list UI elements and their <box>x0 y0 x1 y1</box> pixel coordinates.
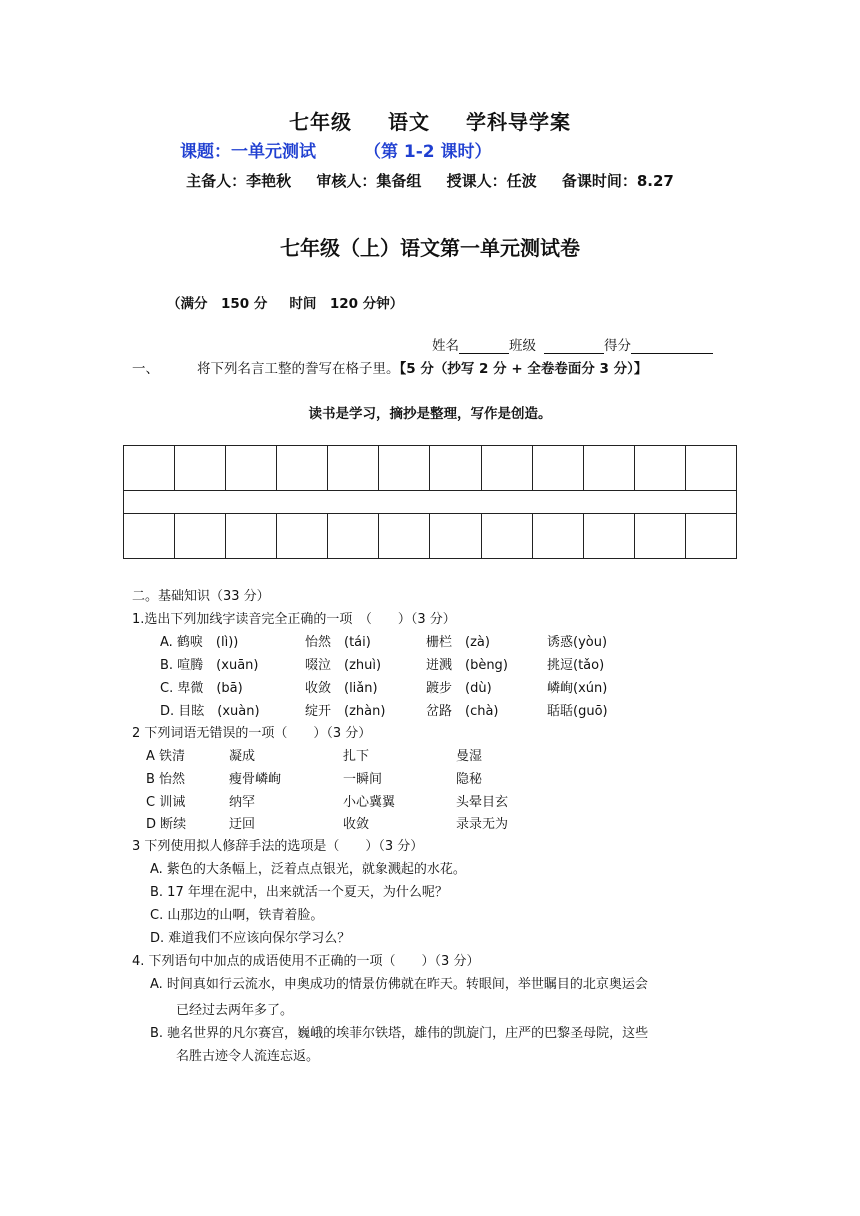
q1-d-1: D. 目眩 (xuàn) <box>160 704 260 719</box>
name-label: 姓名 <box>432 338 459 354</box>
q1-a-2: 怡然 (tái) <box>305 635 371 650</box>
class-blank[interactable] <box>544 339 604 354</box>
q2-c-1: C 训诫 <box>146 795 186 810</box>
q1-b-3: 迸溅 (bèng) <box>426 658 508 673</box>
staff-line <box>0 170 860 191</box>
q1-d-2: 绽开 (zhàn) <box>305 704 386 719</box>
q2-d-2: 迂回 <box>229 817 256 832</box>
section1-text: 将下列名言工整的誊写在格子里。 <box>197 361 400 377</box>
grid-cell[interactable] <box>481 514 532 559</box>
grid-cell[interactable] <box>583 514 634 559</box>
q2-a-2: 凝成 <box>229 749 256 764</box>
q3-option-d: D. 难道我们不应该向保尔学习么？ <box>150 931 351 946</box>
grid-spacer <box>124 491 737 514</box>
staff-date: 备课时间：8.27 <box>561 172 674 190</box>
q1-a-4: 诱惑(yòu) <box>547 635 608 650</box>
q2-d-1: D 断续 <box>146 817 187 832</box>
q2-c-2: 纳罕 <box>229 795 256 810</box>
name-blank[interactable] <box>459 339 509 354</box>
grid-cell[interactable] <box>532 446 583 491</box>
exam-time: 时间 120 分钟） <box>289 296 404 312</box>
class-label: 班级 <box>509 338 536 354</box>
grid-cell[interactable] <box>379 514 430 559</box>
q2-d-3: 收敛 <box>343 817 370 832</box>
section1-heading <box>132 357 647 377</box>
grid-cell[interactable] <box>226 514 277 559</box>
q1-b-4: 挑逗(tǎo) <box>547 658 605 673</box>
score-time-line <box>167 292 403 312</box>
staff-teacher: 授课人：任波 <box>446 172 537 190</box>
q1-a-1: A. 鹤唳 (lì)) <box>160 635 239 650</box>
section1-points: 【5 分（抄写 2 分 + 全卷卷面分 3 分）】 <box>399 361 648 377</box>
grid-cell[interactable] <box>685 514 736 559</box>
grid-cell[interactable] <box>328 446 379 491</box>
title-subject: 语文 <box>388 110 430 134</box>
motto: 读书是学习，摘抄是整理，写作是创造。 <box>308 406 552 422</box>
grid-cell[interactable] <box>481 446 532 491</box>
grid-cell[interactable] <box>430 514 481 559</box>
q2-b-2: 瘦骨嶙峋 <box>229 772 282 787</box>
score-label: 得分 <box>604 338 631 354</box>
grid-cell[interactable] <box>685 446 736 491</box>
q1-c-3: 踱步 (dù) <box>426 681 492 696</box>
q1-a-3: 栅栏 (zà) <box>426 635 490 650</box>
q3-stem: 3 下列使用拟人修辞手法的选项是（ ）（3 分） <box>132 839 424 854</box>
q3-option-c: C. 山那边的山啊，铁青着脸。 <box>150 908 324 923</box>
grid-row-1 <box>124 446 737 491</box>
grid-cell[interactable] <box>124 446 175 491</box>
title-doc-type: 学科导学案 <box>465 110 571 134</box>
q4-option-a-line1: A. 时间真如行云流水，申奥成功的情景仿佛就在昨天。转眼间，举世瞩目的北京奥运会 <box>150 977 648 992</box>
q2-c-3: 小心冀翼 <box>343 795 396 810</box>
full-score: （满分 150 分 <box>167 296 268 312</box>
q4-option-b-line2: 名胜古迹令人流连忘返。 <box>176 1049 320 1064</box>
staff-reviewer: 审核人：集备组 <box>316 172 422 190</box>
grid-cell[interactable] <box>634 514 685 559</box>
grid-cell[interactable] <box>379 446 430 491</box>
title-grade: 七年级 <box>289 110 353 134</box>
topic-line <box>180 137 492 162</box>
q4-option-a-line2: 已经过去两年多了。 <box>176 1003 294 1018</box>
q2-a-4: 曼湿 <box>456 749 483 764</box>
q4-option-b-line1: B. 驰名世界的凡尔赛宫，巍峨的埃菲尔铁塔，雄伟的凯旋门，庄严的巴黎圣母院，这些 <box>150 1026 649 1041</box>
q1-d-3: 岔路 (chà) <box>426 704 499 719</box>
grid-cell[interactable] <box>226 446 277 491</box>
q3-option-b: B. 17 年埋在泥中，出来就活一个夏天，为什么呢？ <box>150 885 448 900</box>
grid-row-2 <box>124 514 737 559</box>
grid-cell[interactable] <box>277 446 328 491</box>
exam-title: 七年级（上）语文第一单元测试卷 <box>280 236 580 260</box>
grid-cell[interactable] <box>175 446 226 491</box>
q4-stem: 4. 下列语句中加点的成语使用不正确的一项（ ）（3 分） <box>132 954 480 969</box>
grid-spacer-row <box>124 491 737 514</box>
topic-label: 课题：一单元测试 <box>180 142 316 162</box>
q1-b-2: 啜泣 (zhuì) <box>305 658 382 673</box>
q1-c-4: 嶙峋(xún) <box>547 681 608 696</box>
q2-b-3: 一瞬间 <box>343 772 383 787</box>
grid-cell[interactable] <box>328 514 379 559</box>
q2-a-3: 扎下 <box>343 749 370 764</box>
grid-cell[interactable] <box>175 514 226 559</box>
q3-option-a: A. 紫色的大条幅上，泛着点点银光，就象溅起的水花。 <box>150 862 466 877</box>
section2-heading: 二。基础知识（33 分） <box>132 589 270 604</box>
student-info-line <box>432 334 713 354</box>
grid-cell[interactable] <box>634 446 685 491</box>
grid-cell[interactable] <box>583 446 634 491</box>
q2-b-1: B 怡然 <box>146 772 186 787</box>
grid-cell[interactable] <box>430 446 481 491</box>
lesson-label: （第 1-2 课时） <box>364 142 492 162</box>
q2-c-4: 头晕目玄 <box>456 795 509 810</box>
writing-grid <box>123 445 737 559</box>
q1-b-1: B. 喧腾 (xuān) <box>160 658 259 673</box>
grid-cell[interactable] <box>277 514 328 559</box>
q2-b-4: 隐秘 <box>456 772 483 787</box>
staff-preparer: 主备人：李艳秋 <box>186 172 292 190</box>
q1-c-1: C. 卑微 (bā) <box>160 681 243 696</box>
q2-stem: 2 下列词语无错误的一项（ ）（3 分） <box>132 726 372 741</box>
q1-stem: 1.选出下列加线字读音完全正确的一项 （ ）（3 分） <box>132 612 456 627</box>
page-title <box>0 106 860 135</box>
q1-d-4: 聒聒(guō) <box>547 704 608 719</box>
score-blank[interactable] <box>631 339 713 354</box>
q2-d-4: 录录无为 <box>456 817 509 832</box>
grid-cell[interactable] <box>532 514 583 559</box>
section1-number: 一、 <box>132 361 159 377</box>
q2-a-1: A 铁清 <box>146 749 186 764</box>
grid-cell[interactable] <box>124 514 175 559</box>
q1-c-2: 收敛 (liǎn) <box>305 681 378 696</box>
